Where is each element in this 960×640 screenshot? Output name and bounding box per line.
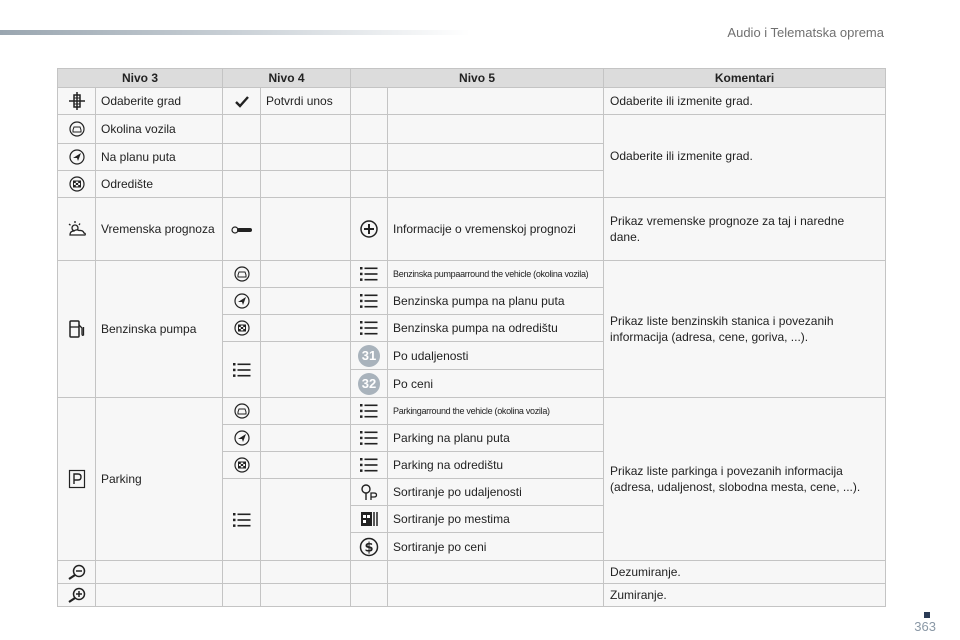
navigation-arrow-icon	[234, 430, 250, 446]
table-row	[58, 88, 886, 115]
menu-table	[57, 68, 886, 607]
navigation-arrow-icon	[234, 293, 250, 309]
fuel-by-price-label: Po ceni	[388, 370, 604, 398]
thermometer-icon	[231, 225, 253, 235]
vehicle-surroundings-icon-cell	[58, 115, 96, 144]
parking-spaces-icon	[359, 510, 379, 528]
table-row	[58, 115, 886, 144]
fuel-around-label: Benzinska pumpaarround the vehicle (okolina vozila)	[388, 261, 604, 288]
fuel-route-label: Benzinska pumpa na planu puta	[388, 288, 604, 315]
distance-pin-icon	[359, 483, 379, 501]
weather-info-label: Informacije o vremenskoj prognozi	[388, 198, 604, 261]
table-row	[58, 584, 886, 607]
parking-label: Parking	[96, 398, 223, 561]
fuel-icon-cell	[58, 261, 96, 398]
vehicle-surroundings-icon	[69, 121, 85, 137]
on-route-icon-cell	[58, 144, 96, 171]
parking-icon-cell	[58, 398, 96, 561]
weather-thermometer-icon-cell	[223, 198, 261, 261]
destination-flag-icon	[69, 176, 85, 192]
sort-by-spaces-label: Sortiranje po mestima	[388, 506, 604, 533]
sort-by-distance-label: Sortiranje po udaljenosti	[388, 479, 604, 506]
list-icon	[360, 458, 378, 472]
list-icon	[360, 267, 378, 281]
city-grid-icon	[67, 92, 87, 110]
comment-city: Odaberite ili izmenite grad.	[604, 88, 886, 115]
destination-flag-icon	[234, 320, 250, 336]
section-title: Audio i Telematska oprema	[727, 25, 884, 40]
fuel-price-badge-cell	[351, 370, 388, 398]
parking-route-list-cell	[351, 425, 388, 452]
comment-zoom-in: Zumiranje.	[604, 584, 886, 607]
fuel-destination-label: Benzinska pumpa na odredištu	[388, 315, 604, 342]
sort-distance-icon-cell	[351, 479, 388, 506]
destination-label: Odredište	[96, 171, 223, 198]
column-header-nivo4: Nivo 4	[223, 69, 351, 88]
checkmark-icon	[235, 96, 249, 108]
vehicle-surroundings-icon	[234, 403, 250, 419]
list-icon	[360, 321, 378, 335]
fuel-distance-badge-cell	[351, 342, 388, 370]
column-header-komentari: Komentari	[604, 69, 886, 88]
parking-destination-label: Parking na odredištu	[388, 452, 604, 479]
comment-weather: Prikaz vremenske prognoze za taj i naredne dane.	[604, 198, 886, 261]
on-route-label: Na planu puta	[96, 144, 223, 171]
table-row	[58, 398, 886, 425]
fuel-route-list-cell	[351, 288, 388, 315]
parking-sort-list-cell	[223, 479, 261, 561]
callout-badge-31: 31	[358, 345, 380, 367]
parking-around-icon-cell	[223, 398, 261, 425]
comment-zoom-out: Dezumiranje.	[604, 561, 886, 584]
zoom-out-icon	[67, 564, 87, 580]
destination-icon-cell	[58, 171, 96, 198]
zoom-in-icon-cell	[58, 584, 96, 607]
comment-parking: Prikaz liste parkinga i povezanih informacija (adresa, udaljenost, slobodna mesta, cene, ...).	[604, 398, 886, 561]
list-icon	[360, 294, 378, 308]
weather-icon-cell	[58, 198, 96, 261]
parking-around-list-cell	[351, 398, 388, 425]
sort-price-icon-cell	[351, 533, 388, 561]
weather-forecast-label: Vremenska prognoza	[96, 198, 223, 261]
select-city-label: Odaberite grad	[96, 88, 223, 115]
fuel-around-list-cell	[351, 261, 388, 288]
destination-flag-icon	[234, 457, 250, 473]
navigation-arrow-icon	[69, 149, 85, 165]
column-header-nivo3: Nivo 3	[58, 69, 223, 88]
parking-around-label: Parkingarround the vehicle (okolina vozila)	[388, 398, 604, 425]
parking-route-icon-cell	[223, 425, 261, 452]
city-icon-cell	[58, 88, 96, 115]
list-icon	[233, 363, 251, 377]
sort-by-price-label: Sortiranje po ceni	[388, 533, 604, 561]
fuel-station-label: Benzinska pumpa	[96, 261, 223, 398]
fuel-sort-list-cell	[223, 342, 261, 398]
comment-fuel: Prikaz liste benzinskih stanica i povezanih informacija (adresa, cene, goriva, ...).	[604, 261, 886, 398]
column-header-nivo5: Nivo 5	[351, 69, 604, 88]
sort-spaces-icon-cell	[351, 506, 388, 533]
weather-info-icon-cell	[351, 198, 388, 261]
table-row	[58, 198, 886, 261]
list-icon	[360, 431, 378, 445]
table-row	[58, 561, 886, 584]
parking-destination-icon-cell	[223, 452, 261, 479]
list-icon	[233, 513, 251, 527]
comment-area: Odaberite ili izmenite grad.	[604, 115, 886, 198]
vehicle-surroundings-icon	[234, 266, 250, 282]
callout-badge-32: 32	[358, 373, 380, 395]
fuel-route-icon-cell	[223, 288, 261, 315]
confirm-entry-label: Potvrdi unos	[261, 88, 351, 115]
fuel-by-distance-label: Po udaljenosti	[388, 342, 604, 370]
parking-sign-icon	[68, 469, 86, 489]
fuel-around-icon-cell	[223, 261, 261, 288]
fuel-destination-list-cell	[351, 315, 388, 342]
confirm-icon-cell	[223, 88, 261, 115]
zoom-out-icon-cell	[58, 561, 96, 584]
table-header-row	[58, 69, 886, 88]
page-number: 363	[914, 619, 936, 634]
weather-sun-cloud-icon	[67, 220, 87, 238]
table-row	[58, 261, 886, 288]
list-icon	[360, 404, 378, 418]
dollar-circle-icon	[359, 537, 379, 557]
svg-text:$: $	[364, 540, 374, 555]
fuel-destination-icon-cell	[223, 315, 261, 342]
parking-route-label: Parking na planu puta	[388, 425, 604, 452]
zoom-in-icon	[67, 587, 87, 603]
plus-circle-icon	[360, 220, 378, 238]
vehicle-surroundings-label: Okolina vozila	[96, 115, 223, 144]
page-marker	[924, 612, 930, 618]
parking-destination-list-cell	[351, 452, 388, 479]
fuel-pump-icon	[68, 319, 86, 339]
header-accent-bar	[0, 30, 470, 35]
